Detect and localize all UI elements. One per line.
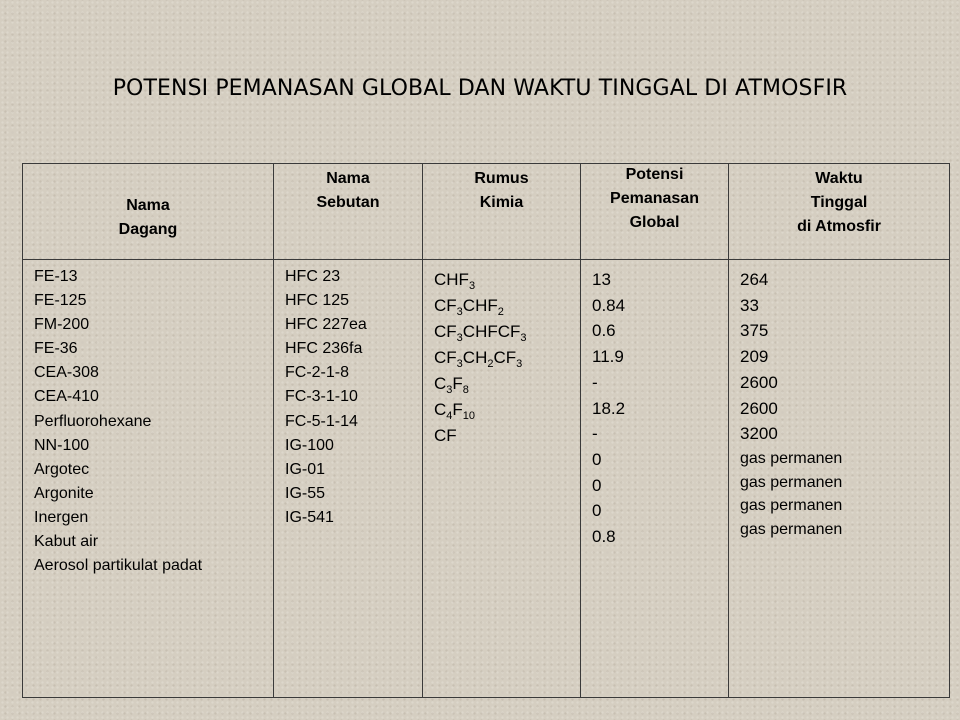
formula-subscript: 8: [462, 384, 469, 396]
designation-item: FC-2-1-8: [285, 364, 350, 382]
formula-part: CHF: [434, 270, 469, 289]
lifetime-value: 209: [740, 347, 769, 367]
lifetime-value: gas permanen: [740, 497, 843, 515]
table-header-row: [23, 164, 950, 260]
gwp-value: 13: [592, 270, 611, 289]
formula-part: F: [452, 374, 463, 393]
header-line: Nama: [326, 169, 370, 187]
trade-name-item: Kabut air: [34, 533, 99, 551]
designation-item: FC-3-1-10: [285, 388, 358, 406]
header-line: Rumus: [474, 169, 529, 187]
slide-title: POTENSI PEMANASAN GLOBAL DAN WAKTU TINGGAL DI ATMOSFIR: [112, 76, 848, 101]
designation-item: IG-55: [285, 484, 326, 502]
lifetime-value: gas permanen: [740, 449, 843, 467]
chemical-formula: [434, 397, 580, 423]
lifetime-value: 264: [740, 270, 769, 289]
gwp-value: 0: [592, 475, 602, 495]
gwp-table: [22, 163, 950, 698]
column-waktu-tinggal: [729, 260, 950, 698]
designation-item: HFC 236fa: [285, 340, 363, 358]
gwp-value: -: [592, 424, 598, 444]
trade-name-item: FE-125: [34, 292, 87, 310]
trade-name-item: Argotec: [34, 460, 90, 478]
chemical-formula: [434, 319, 580, 345]
gwp-value: 0.8: [592, 527, 616, 547]
header-line: Tinggal: [810, 193, 868, 211]
designation-item: HFC 125: [285, 292, 350, 310]
formula-subscript: 3: [456, 306, 463, 318]
trade-name-item: FE-36: [34, 340, 78, 358]
chemical-formula: [434, 267, 580, 293]
designation-item: IG-100: [285, 436, 334, 454]
formula-subscript: 3: [456, 358, 463, 370]
designation-item: FC-5-1-14: [285, 412, 358, 430]
designation-item: HFC 227ea: [285, 316, 367, 334]
header-line: Nama: [126, 196, 170, 214]
lifetime-value: 3200: [740, 424, 778, 444]
designation-item: HFC 23: [285, 268, 341, 285]
header-line: di Atmosfir: [797, 217, 881, 235]
formula-part: CHF: [462, 296, 498, 315]
header-line: Dagang: [118, 220, 178, 238]
header-waktu-tinggal: [729, 164, 950, 260]
lifetime-value: 375: [740, 321, 769, 341]
gwp-value: 0: [592, 501, 602, 521]
trade-name-item: Aerosol partikulat padat: [34, 557, 203, 575]
formula-subscript: 4: [446, 410, 453, 422]
header-line: Global: [629, 213, 680, 231]
table-body-row: [23, 260, 950, 698]
chemical-formula: [434, 371, 580, 397]
header-line: Pemanasan: [610, 189, 699, 207]
chemical-formula: [434, 423, 580, 449]
trade-name-item: Argonite: [34, 484, 94, 502]
formula-subscript: 3: [468, 280, 476, 292]
chemical-formula: [434, 345, 580, 371]
formula-part: C: [434, 400, 447, 419]
formula-part: F: [452, 400, 463, 419]
designation-item: IG-541: [285, 508, 334, 526]
formula-subscript: 3: [516, 358, 523, 370]
header-line: Waktu: [815, 169, 863, 187]
header-rumus-kimia: [423, 164, 581, 260]
formula-subscript: 2: [497, 306, 504, 318]
formula-subscript: 2: [487, 358, 494, 370]
formula-subscript: 3: [520, 332, 527, 344]
header-line: Kimia: [479, 193, 524, 211]
header-line: Sebutan: [316, 193, 380, 211]
designation-item: IG-01: [285, 460, 326, 478]
trade-name-item: Perfluorohexane: [34, 412, 152, 430]
formula-part: CH: [462, 348, 488, 367]
formula-subscript: 3: [446, 384, 453, 396]
column-nama-dagang: [23, 260, 274, 698]
formula-part: CF: [434, 322, 457, 341]
formula-part: CHFCF: [462, 322, 521, 341]
column-rumus-kimia: [423, 260, 581, 698]
lifetime-value: gas permanen: [740, 521, 843, 539]
trade-name-item: FE-13: [34, 268, 78, 285]
formula-subscript: 3: [456, 332, 463, 344]
formula-part: CF: [434, 296, 457, 315]
lifetime-value: gas permanen: [740, 473, 843, 491]
trade-name-item: CEA-410: [34, 388, 99, 406]
formula-subscript: 10: [462, 410, 476, 422]
gwp-value: 18.2: [592, 398, 626, 418]
gwp-value: 11.9: [592, 347, 624, 367]
header-nama-sebutan: [274, 164, 423, 260]
formula-part: CF: [493, 348, 517, 367]
gwp-value: 0.6: [592, 321, 616, 341]
column-potensi: [581, 260, 729, 698]
formula-part: CF: [434, 426, 457, 445]
formula-part: CF: [434, 348, 457, 367]
header-potensi-pemanasan-global: [581, 164, 729, 260]
gwp-value: -: [592, 372, 598, 392]
formula-part: C: [434, 374, 447, 393]
lifetime-value: 2600: [740, 372, 778, 392]
lifetime-value: 2600: [740, 398, 778, 418]
trade-name-item: FM-200: [34, 316, 90, 334]
gwp-value: 0: [592, 449, 602, 469]
chemical-formula: [434, 293, 580, 319]
lifetime-value: 33: [740, 295, 759, 315]
trade-name-item: NN-100: [34, 436, 90, 454]
trade-name-item: CEA-308: [34, 364, 99, 382]
trade-name-item: Inergen: [34, 508, 89, 526]
header-nama-dagang: [23, 164, 274, 260]
gwp-value: 0.84: [592, 295, 626, 315]
header-line: Potensi: [625, 165, 684, 183]
column-nama-sebutan: [274, 260, 423, 698]
